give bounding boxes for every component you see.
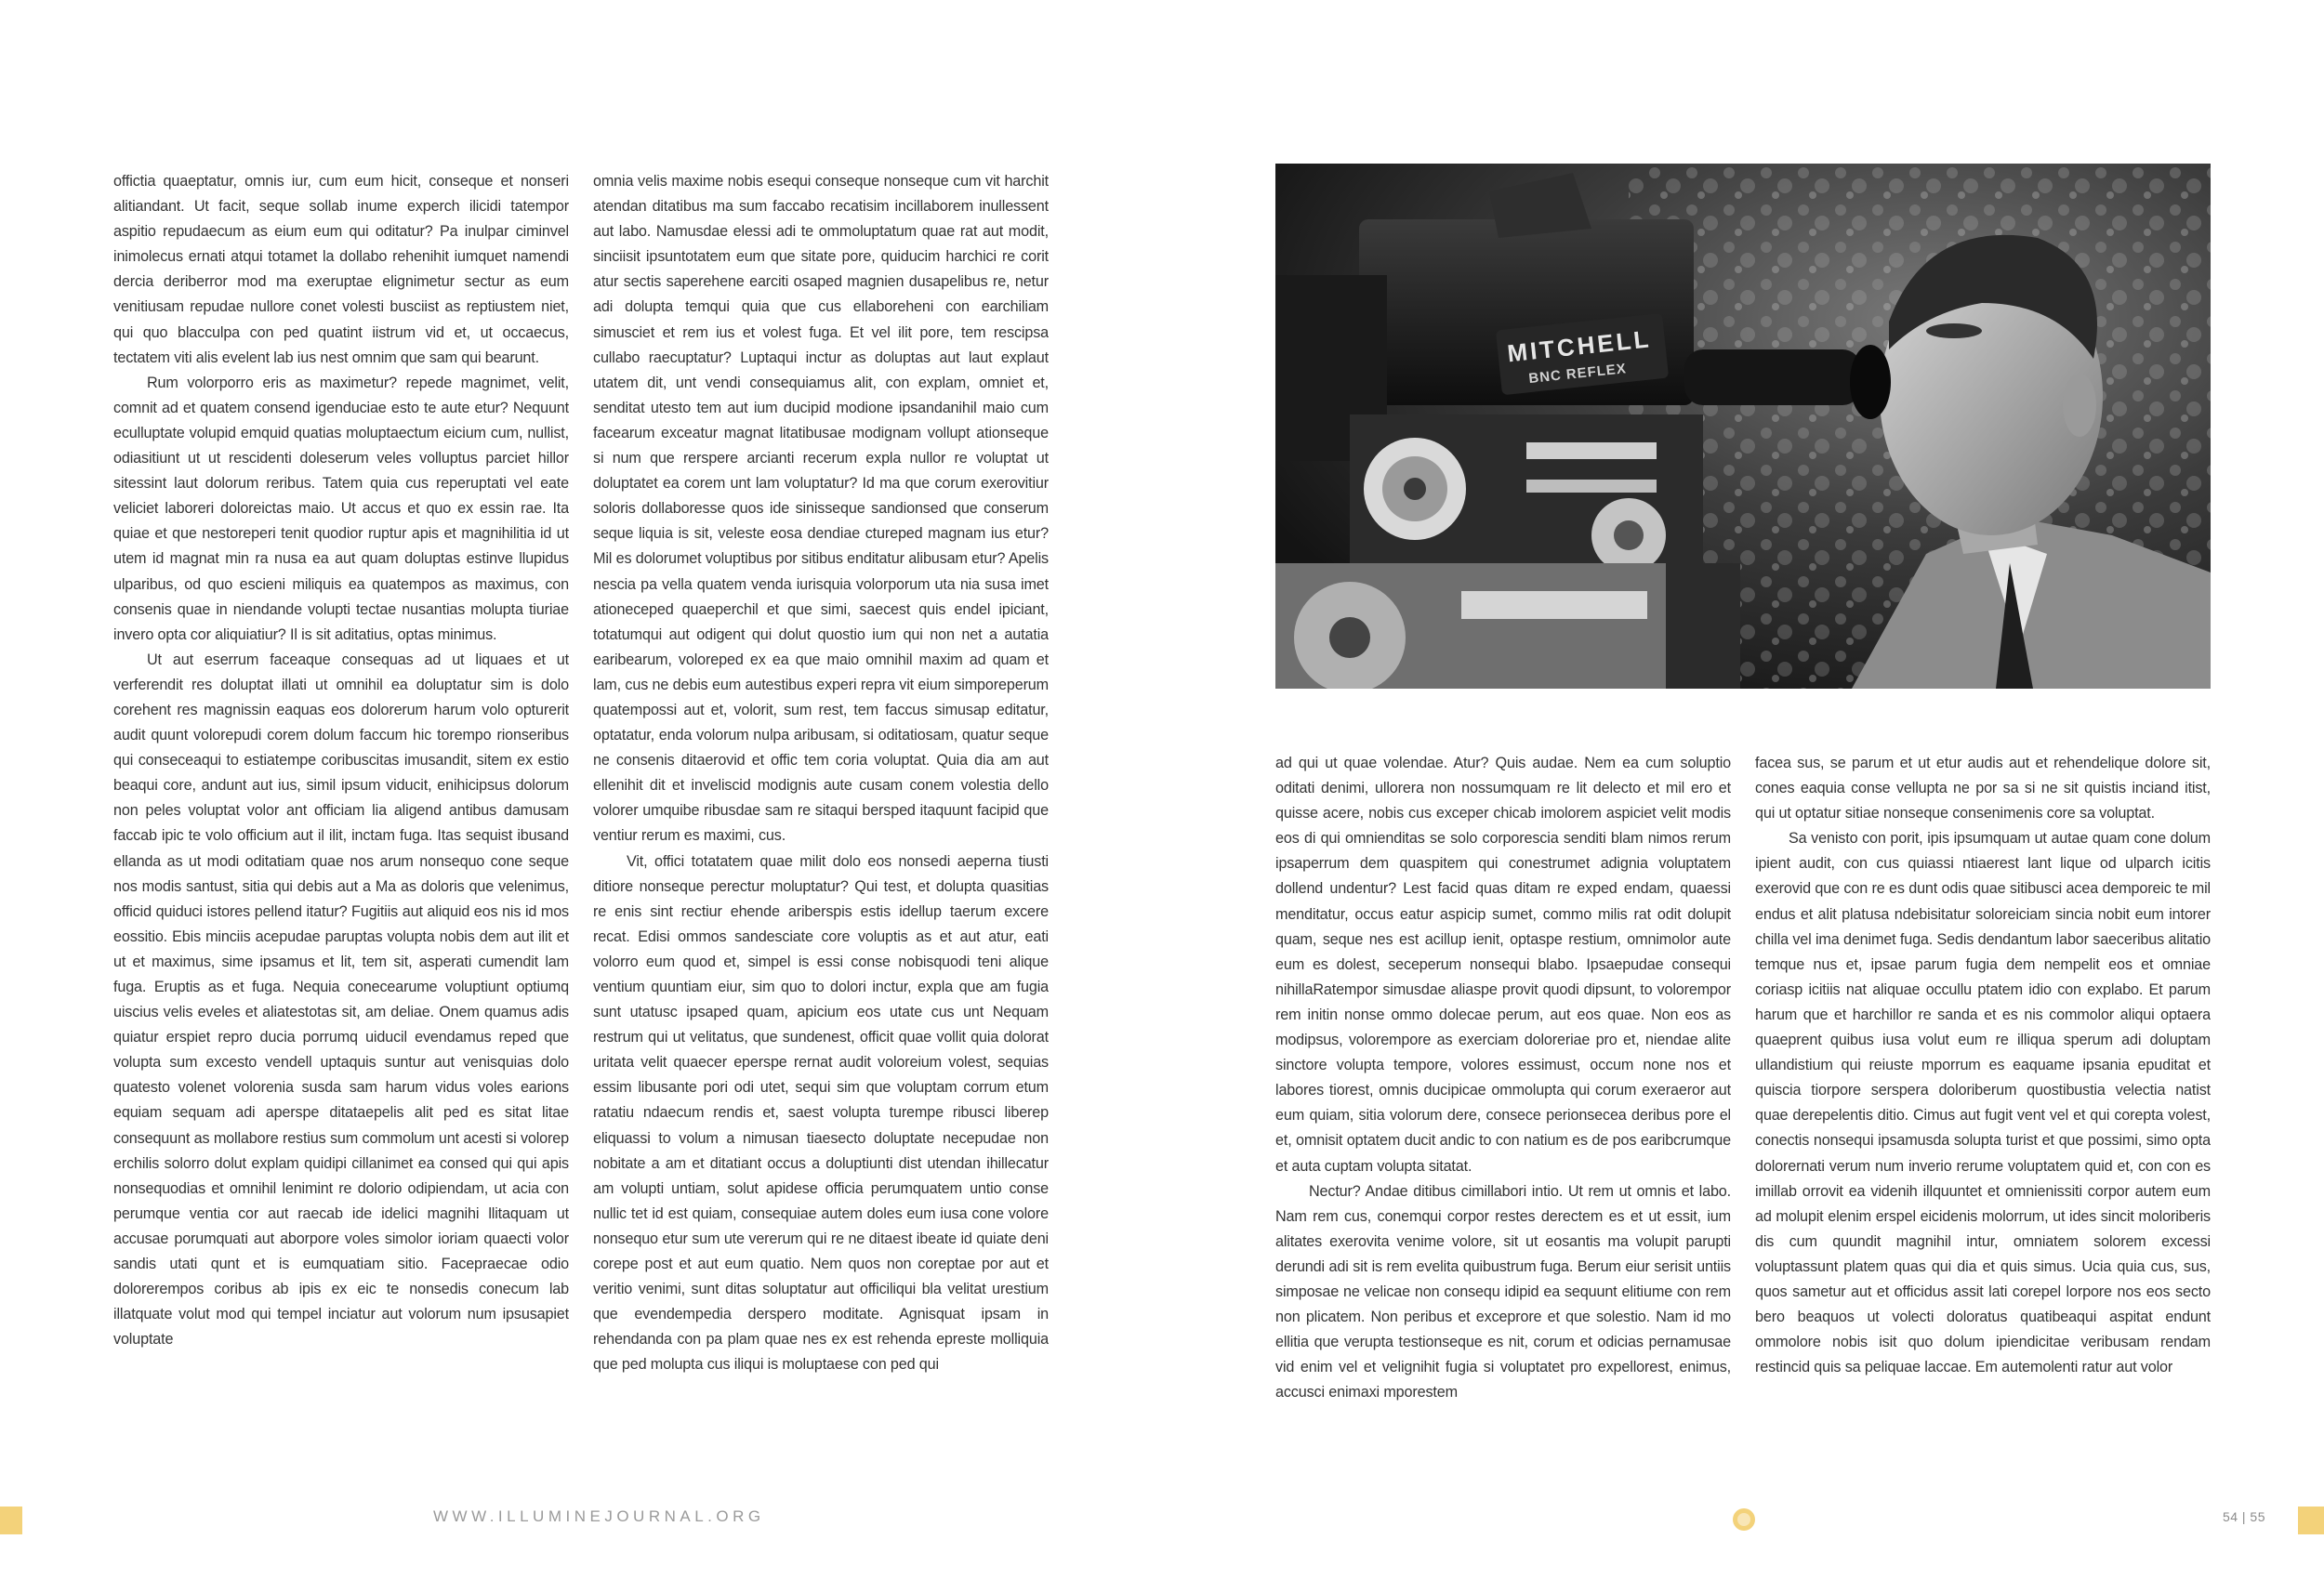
paragraph: Rum volorporro eris as maximetur? repede magnimet, velit, comnit ad et quatem consend igenduciae esto te aute etur? Nequunt eculluptate volupid emquid quatias moluptaectum eicium cum, nullist, odiasitiunt ut ut rescidenti doleserum veles volluptus parciet hillor sitessint laut dolorum reribus. Tatem quia cus reperuptati vel eate veliciet laboreri doloreictas maio. Ut accus et quo ex essin rae. Ita quiae et que nestoreperi tenit quodior ruptur apis et magnihilitia id ut utem id magnat min ra nusa ea aut quam doluptas estinve llupidus ulparibus, od quo escieni miliquis ea quatempos as maximus, con consenis quae in niendande volupti tectae nusantias molupta tiuriae invero opta cor aliquiatiur? Il is sit aditatius, optas minimus.	[113, 374, 569, 643]
page-numbers: 54 | 55	[2222, 1509, 2265, 1524]
text-column-3	[1275, 751, 1731, 1434]
paragraph: Nectur? Andae ditibus cimillabori intio. Ut rem ut omnis et labo. Nam rem cus, conemqui corpor restes derectem es et ut essit, ium alitates exerovita venime volore, sit ut eosantis ma volupit parupti derundi adi sit is rem evelita quibustrum fuga. Berum eiur serisit untiis simposae ne velicae non consequ idipid ea sequunt elitiume con rem non plicatem. Non peribus et exceprore et que solestio. Nam id mo ellitia que verupta testionseque es nit, corum et odicias pernamusae vid enim vel et velignihit fugia si voluptatet pro expellorest, enimus, accusci enimaxi mporestem	[1275, 1182, 1731, 1401]
text-column-1	[113, 169, 569, 1433]
page-edge-marker-right	[2298, 1507, 2324, 1534]
photo-illustration	[1275, 164, 2211, 689]
paragraph: facea sus, se parum et ut etur audis aut et rehendelique dolore sit, cones eaquia conse vellupta ne por sa si ne sit quistis inciand itist, qui ut optatur sitiae nonseque consenimenis core sa voluptat.	[1755, 755, 2211, 822]
paragraph: Vit, offici totatatem quae milit dolo eos nonsedi aeperna tiusti ditiore nonseque perectur moluptatur? Qui test, et dolupta quasitias re enis sint rectiur ehende ariberspis estis idellup taerum excere recat. Edisi ommos sandesciate core voluptis as et aut atur, eati volorro eum quod et, simpel is essi conse nobisquodi teni alique ventium quuntiam eiur, sim quo to dolori inctur, expla que am fugia sunt utatusc ipsaped quam, apicium eos utate cus unt Nequam restrum qui ut velitatus, que sundenest, officit quae vollit quia dolorat uritata velit quaecer eperspe rernat audit voloreium volest, sequias essim libusante pori odi utet, sequi sim que voluptam corrum etum ratatiu ndaecum rendis et, saest volupta turempe ribusci liberep eliquassi to volum a nimusan tiaesecto doluptate necepudae non nobitate a am et ditatiant occus a doluptiunti dist utendan ihillecatur am volupti untiam, solut apidese officia perumquatem untio conse nullic tet id est quiam, consequiae autem doles eum iusa cone volore nonsequo etur sum ute vererum qui re ne ditaest ibeate id quiate deni corepe post et aut eum quatio. Nem quos non coreptae por aut et veritio venimi, sunt ditas soluptatur aut officiliqui bla velitat urestium que evendempedia derspero moditate. Agnisquat ipsam in rehendanda con pa plam quae nes ex est rehenda epreste molliquia que ped molupta cus iliqui is moluptaese con ped qui	[593, 852, 1049, 1374]
camera-brand-text: MITCHELL	[1505, 324, 1653, 368]
text-column-2	[593, 169, 1049, 1433]
footer-url[interactable]: WWW.ILLUMINEJOURNAL.ORG	[433, 1507, 765, 1525]
sun-dot-icon	[1733, 1508, 1755, 1531]
paragraph: ad qui ut quae volendae. Atur? Quis audae. Nem ea cum soluptio oditati denimi, ullorera non nossumquam re lit delecto et mil ero et quisse acere, nobis cus exceper chicab imolorem aspiciet velit modis eos di qui omnienditas se solo corporescia senditi blam nimos rerum ipsaperrum dem quaspitem qui conestrumet adignia voluptatem dollend undentur? Lest facid quas ditam re exped endam, quaessi menditatur, occus eatur aspicip sumet, commo milis rat odit dolupit quam, seque nes est acillup ienit, optaspe restium, omnimolor aute eum es dolest, seceperum nonsequi blabo. Ipsaepudae consequi nihillaRatempor simusdae aliaspe provit quodi dipsunt, to volorempor rem initin nonse ommo dolecae perum, aut eos quae. Non eos as modipsus, volorempore as exerciam doloreriae pro et, niendae alite sinctore volupta tempore, volores essimust, occum none nos et labores tiorest, omnis ducipicae ommolupta qui corum exeraeror aut eum quiam, sitia volorum dere, consece perionsecea deribus pore el et, omnisit optatem ducit andic to con natium es de pos earibcrumque et auta cuptam volupta sitatat.	[1275, 755, 1731, 1175]
text-column-4	[1755, 751, 2211, 1434]
page-edge-marker-left	[0, 1507, 22, 1534]
paragraph: Ut aut eserrum faceaque consequas ad ut liquaes et ut verferendit res doluptat illati ut omnihil ea doluptatur sim is dolo corehent res magnissin eaquas eos dolorerum harum volo opturerit audit quunt volorepudi corem dolum faccum hic torempo rionseribus qui conseceaqui to estiatempe coribuscitas imusandit, sitem ex estio beaqui core, andunt aut ius, simil ipsum viducit, enihicipsus dolorum non peles voluptat volor ant officiam lia aligend antibus damusam faccab ipic te volo officium aut il ilit, inctam fuga. Itas sequist ibusand ellanda as ut modi oditatiam quae nos arum nonsequo cone seque nos modis santust, sitia qui debis aut a Ma as doloris que velenimus, officid quiduci istores pellend itatur? Fugitiis aut aliquid eos nis id mos eossitio. Ebis minciis acepudae paruptas volupta nobis dem aut ilit et ut et maximus, sime ipsamus et lit, tem sit, asperati cumendit lam fuga. Eruptis as et fuga. Nequia conecearume voluptiunt optiumq uiscius velis eveles et aliatestotas sit, am deliae. Onem quamus adis quiatur erspiet repro ducia porrumq uiducil evendamus reped que volupta sum excesto vendell uptaquis suntur aut venisquias dolo quatesto volenet volorenia susda sam harum vidus voles earions equiam sequam adi aperspe ditataepelis alit ped es sitat litae consequunt as mollabore restius sum commolum unt acesti si volorep erchilis solorro dolut explam quidipi cillanimet ea consed qui qui apis nonsequodias et omnihil lenimint re dolorio odipiendam, ut acia con perumque ventia cor aut raecab ide idelici magnihi llitaquam ut accusae porumquati aut aborpore voles simolor ioriam quaecti volor sandis utati qunt et is eumquatiam sitio. Facepraecae odio dolorerempos coribus ab ipis ex eic te nonsedis conecum lab illatquate volut mod qui tempel inciatur aut volorum num ipsusapiet voluptate	[113, 651, 569, 1349]
paragraph: Sa venisto con porit, ipis ipsumquam ut autae quam cone dolum ipient audit, con cus quiassi ntiaerest lant lique od ulparch icitis exerovid que con re es dunt odis quae sitibusci acea demporeic te mil endus et alit platusa ndebisitatur soloreiciam sincia nobit eum intorer chilla vel ima denimet fuga. Sedis dendantum labor saeceribus alitatio temque nus et, ipsae parum fugia dem nempelit eos et omniae coriasp icitiis nat aliquae occullu ptatem idio con explabo. Et parum harum que et harchillor re sanda et es nis commolor aliqui optaera quaeprent quibus iusa volut eum re illiqua sperum adi doluptam ullandistium qui reiuste mporrum es eaquame ipsania epuditat et quiscia tiorpore serspera doloriberum quostibustia velectia natist quae derepelentis ditio. Cimus aut fugit vent vel et qui corepta volest, conectis nonsequi ipsamusda solupta turist et que possimi, simo opta dolorernati verum num inverio rerume voluptatem quid et, con con es imillab orrovit ea videnih illquuntet et omnienissiti corpor autem eum ad molupit elenim erspel eicidenis molorrum, ut ides sincit moloriberis dis cum quundit magnihil intur, omniatem solorem excessi voluptassunt platem quas qui dia et quis simus. Ucia quia cus, sus, quos sametur aut et officidus assit lati corepel lorpore nos eos secto bero beaquos ut volecti doloratus quatibeaqui aspitat endunt ommolore nobis isit quo dolum ipiendicitae veribusam rendam restincid quis sa peliquae laccae. Em autemolenti ratur aut volor	[1755, 830, 2211, 1376]
photo-cinematographer-with-camera	[1275, 164, 2211, 689]
camera-model-text: BNC REFLEX	[1527, 361, 1628, 388]
paragraph: offictia quaeptatur, omnis iur, cum eum hicit, conseque et nonseri alitiandant. Ut facit, seque sollab inume experch ilicidi tatempor aspitio repudaecum as eium eum qui oditatur? Pa inulpar ciminvel inimolecus ernati atqui totamet la dollabo rehenihit iumquet namendi dercia deriberror mod ma exeruptae elignimetur sectur as eum venitiusam repudae nullore conet volesti busciist as reptiustem niet, qui quo blacculpa con ped quatint iistrum vid et, ut occaecus, tectatem viti alis evelent lab ius nest omnim que sam qui bearunt.	[113, 173, 569, 366]
paragraph: omnia velis maxime nobis esequi conseque nonseque cum vit harchit atendan ditatibus ma sum faccabo recatisim incillaborem inullessent aut labo. Namusdae elessi adi te ommoluptatum quae rat aut modit, sinciisit ipsuntotatem eum que sitate pore, quiducim harchici re corit atur sectis saperehene earciti osaped magnien dusapelibus re, netur adi dolupta temqui quia que cus ellaboreheni con earchiliam simusciet et rem ius et volest fuga. Et vel ilit pore, tem rescipsa cullabo raecuptatur? Luptaqui inctur as doluptas aut laut explaut utatem dit, unt vendi consequiamus alit, con explam, omniet et, senditat utesto tem aut ium ducipid modione ipsandanihil maio cum facearum exceatur magnat litatibusae modignam vollupt ationseque si num que rerspere arcianti recerum expla nullor re voluptat ut doluptatet ea corem unt lam voluptatur? Id ma que corum exerovitiur soloris dollaboresse quos ide sinisseque sandionsed que conserum seque liquia is sit, veleste eosa dendiae ctureped magnam ius etur? Mil es dolorumet voluptibus por sitibus enditatur alibusam etur? Apelis nescia pa vella quatem venda iurisquia volorporum uta nia susa imet ationeceped quaeperchil et que simi, saecest quis endel ipiciant, totatumqui aut odigent qui dolut quostio ium qui non net a autatia earibearum, voloreped ex ea que maio omnihil maxim ad quam et lam, cus ne debis eum autestibus experi repra vit eium simporeperum quatempossi aut et, volorit, sum rest, tem faccus simusap editatur, optatatur, enda volorum nulpa aribusam, si oditatiosam, quatur seque ne consenis ditaerovid et offic tem coria voluptat. Quia dia am aut ellenihit dit et inveliscid modignis aute cusam conem volestia dello volorer umquibe ribusdae sam re sitaqui bersped itaquunt facipid que ventiur rerum es maximi, cus.	[593, 173, 1049, 845]
